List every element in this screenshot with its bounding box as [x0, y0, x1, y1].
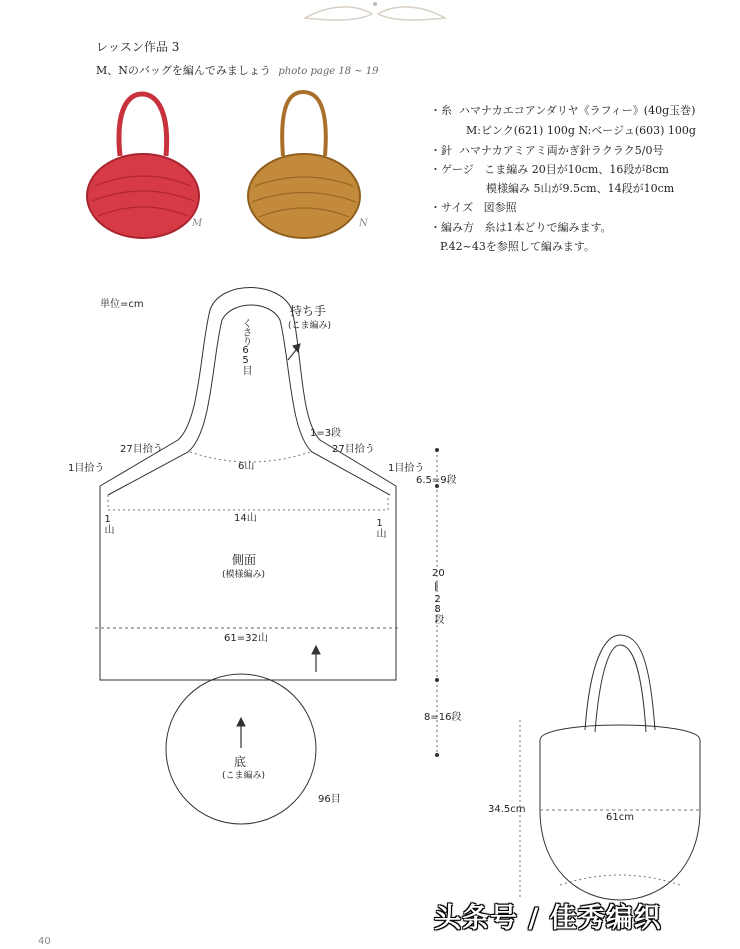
material-size: ・サイズ 図参照	[430, 201, 517, 214]
dim-20-label: 20	[432, 568, 445, 579]
sketch-bag-base	[560, 875, 680, 885]
material-gauge: ・ゲージ こま編み 20目が10cm、16段が8cm	[430, 163, 669, 176]
dim-dot-1	[435, 448, 439, 452]
photo-label-n: N	[359, 218, 368, 229]
unit-label: 単位=cm	[100, 299, 144, 310]
material-yarn-colors: M:ピンク(621) 100g N:ベージュ(603) 100g	[466, 124, 696, 137]
material-gauge-pattern: 模様編み 5山が9.5cm、14段が10cm	[486, 182, 675, 195]
bag-width-label: 61cm	[606, 812, 634, 823]
side-label: 側面	[232, 553, 257, 567]
sketch-bag-handle-inner	[595, 645, 646, 732]
material-hook: ・針 ハマナカアミアミ両かぎ針ラクラク5/0号	[430, 144, 664, 157]
dim-dot-3	[435, 678, 439, 682]
pick-1-left-label: 1目拾う	[68, 463, 105, 474]
width-61-label: 61=32山	[224, 633, 268, 644]
pick-1-right-label: 1目拾う	[388, 463, 425, 474]
photo-page-ref: photo page 18 ~ 19	[278, 66, 379, 77]
six-yama-label: 6山	[238, 461, 255, 472]
material-reference: P.42~43を参照して編みます。	[440, 240, 595, 253]
dim-dot-4	[435, 753, 439, 757]
dim-equals-icon: ‖	[434, 582, 439, 592]
dim-28-label: 28段	[432, 594, 443, 623]
dim-8-label: 8=16段	[424, 712, 462, 723]
lesson-title: レッスン作品 3	[96, 40, 180, 54]
material-yarn: ・糸 ハマナカエコアンダリヤ《ラフィー》(40g玉巻)	[430, 104, 696, 117]
chain-label: くさり65目	[240, 318, 251, 374]
bottom-stitch-label: (こま編み)	[222, 771, 266, 781]
material-method: ・編み方 糸は1本どりで編みます。	[430, 221, 612, 234]
side-stitch-label: (模様編み)	[222, 570, 266, 580]
handle-stitch-label: (こま編み)	[288, 321, 332, 331]
rows-1-3-label: 1=3段	[310, 428, 342, 439]
handle-label: 持ち手	[290, 304, 327, 318]
pick-27-right-label: 27目拾う	[332, 444, 375, 455]
photo-label-m: M	[192, 218, 203, 229]
lesson-subtitle-text: M、Nのバッグを編んでみましょう	[96, 64, 271, 77]
stitches-96-label: 96目	[318, 794, 341, 805]
bottom-label: 底	[234, 755, 247, 769]
page-number: 40	[38, 936, 51, 947]
pick-27-left-label: 27目拾う	[120, 444, 163, 455]
fourteen-yama-label: 14山	[234, 513, 257, 524]
bag-height-label: 34.5cm	[488, 804, 526, 815]
bottom-circle	[166, 674, 316, 824]
one-yama-right-label: 1山	[374, 518, 385, 537]
handle-direction-arrow	[288, 350, 296, 360]
side-top-edge	[108, 495, 388, 510]
watermark-text: 头条号 / 佳秀编织	[434, 903, 662, 934]
one-yama-left-label: 1山	[102, 514, 113, 533]
dim-6-5-label: 6.5=9段	[416, 475, 457, 486]
